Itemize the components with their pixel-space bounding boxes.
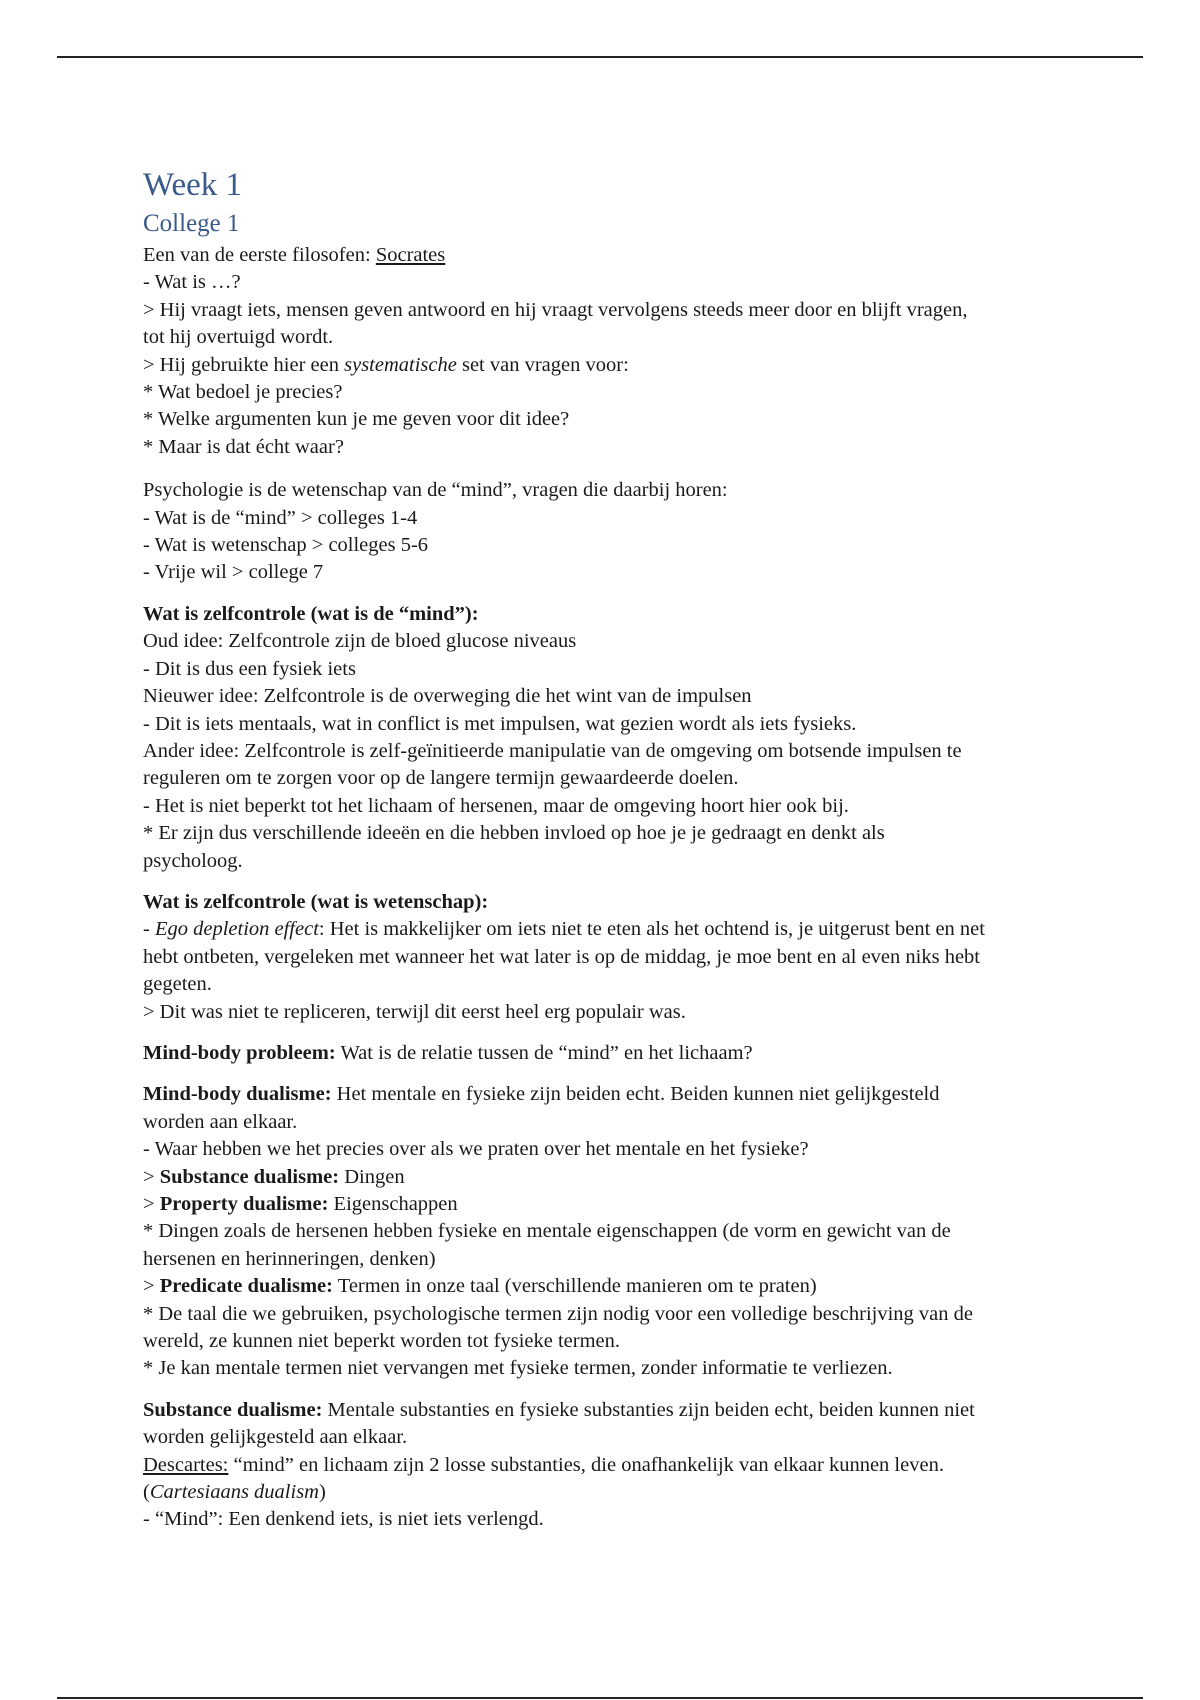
paragraph-line: Descartes: “mind” en lichaam zijn 2 losse substanties, die onafhankelijk van elkaar kunnen leven. bbox=[143, 1453, 944, 1476]
paragraph-line: (Cartesiaans dualism) bbox=[143, 1481, 326, 1504]
paragraph-line: - Vrije wil > college 7 bbox=[143, 561, 324, 584]
paragraph-line: - Dit is dus een fysiek iets bbox=[143, 657, 356, 680]
bold-heading: Wat is zelfcontrole (wat is de “mind”): bbox=[143, 602, 479, 625]
paragraph-line: > Dit was niet te repliceren, terwijl dit eerst heel erg populair was. bbox=[143, 1000, 686, 1023]
paragraph-line: Psychologie is de wetenschap van de “mind”, vragen die daarbij horen: bbox=[143, 479, 728, 502]
bold-heading: Wat is zelfcontrole (wat is wetenschap): bbox=[143, 890, 489, 913]
paragraph-line: * De taal die we gebruiken, psychologische termen zijn nodig voor een volledige beschrijving van de bbox=[143, 1302, 973, 1325]
paragraph-line: - “Mind”: Een denkend iets, is niet iets verlengd. bbox=[143, 1508, 544, 1531]
paragraph-line: Oud idee: Zelfcontrole zijn de bloed glucose niveaus bbox=[143, 630, 577, 653]
paragraph-line: hebt ontbeten, vergeleken met wanneer het wat later is op de middag, je moe bent en al even niks hebt bbox=[143, 945, 980, 968]
bottom-rule bbox=[57, 1697, 1143, 1699]
paragraph-line: worden aan elkaar. bbox=[143, 1110, 298, 1133]
socrates-text: Socrates bbox=[375, 244, 446, 266]
paragraph-line: reguleren om te zorgen voor op de langere termijn gewaardeerde doelen. bbox=[143, 767, 739, 790]
paragraph-line: * Er zijn dus verschillende ideeën en die hebben invloed op hoe je je gedraagt en denkt als bbox=[143, 822, 885, 845]
paragraph-line: hersenen en herinneringen, denken) bbox=[143, 1247, 436, 1270]
paragraph-line: - Het is niet beperkt tot het lichaam of hersenen, maar de omgeving hoort hier ook bij. bbox=[143, 794, 849, 817]
paragraph-line: > Hij gebruikte hier een systematische set van vragen voor: bbox=[143, 353, 629, 376]
paragraph-line: * Welke argumenten kun je me geven voor dit idee? bbox=[143, 408, 570, 431]
paragraph-line: > Substance dualisme: Dingen bbox=[143, 1165, 405, 1188]
paragraph-line: tot hij overtuigd wordt. bbox=[143, 326, 334, 349]
paragraph-line: > Predicate dualisme: Termen in onze taal (verschillende manieren om te praten) bbox=[143, 1275, 817, 1298]
paragraph-line: Mind-body probleem: Wat is de relatie tussen de “mind” en het lichaam? bbox=[143, 1041, 753, 1064]
paragraph-line: * Je kan mentale termen niet vervangen met fysieke termen, zonder informatie te verliezen. bbox=[143, 1357, 893, 1380]
paragraph-line: Nieuwer idee: Zelfcontrole is de overweging die het wint van de impulsen bbox=[143, 685, 752, 708]
paragraph-line: Substance dualisme: Mentale substanties en fysieke substanties zijn beiden echt, beiden kunnen niet bbox=[143, 1398, 975, 1421]
paragraph-line: * Wat bedoel je precies? bbox=[143, 381, 343, 404]
page-heading: Week 1 bbox=[143, 167, 243, 203]
paragraph-line: - Wat is de “mind” > colleges 1-4 bbox=[143, 506, 418, 529]
paragraph-line: - Wat is wetenschap > colleges 5-6 bbox=[143, 534, 429, 557]
paragraph-line: wereld, ze kunnen niet beperkt worden tot fysieke termen. bbox=[143, 1330, 621, 1353]
paragraph-line: worden gelijkgesteld aan elkaar. bbox=[143, 1426, 408, 1449]
descartes-text: Descartes: bbox=[143, 1453, 229, 1476]
paragraph-line: gegeten. bbox=[143, 973, 212, 996]
paragraph-line: > Hij vraagt iets, mensen geven antwoord en hij vraagt vervolgens steeds meer door en blijft vragen, bbox=[143, 298, 968, 321]
section-heading: College 1 bbox=[143, 210, 240, 237]
paragraph-line: - Wat is …? bbox=[143, 271, 241, 294]
top-rule bbox=[57, 56, 1143, 58]
paragraph-line: Mind-body dualisme: Het mentale en fysieke zijn beiden echt. Beiden kunnen niet gelijkgesteld bbox=[143, 1083, 940, 1106]
paragraph-line: > Property dualisme: Eigenschappen bbox=[143, 1193, 458, 1215]
document-body bbox=[143, 164, 1063, 1534]
paragraph-line: psycholoog. bbox=[143, 849, 243, 872]
paragraph-line: * Dingen zoals de hersenen hebben fysieke en mentale eigenschappen (de vorm en gewicht van de bbox=[143, 1220, 951, 1243]
paragraph-line: - Dit is iets mentaals, wat in conflict is met impulsen, wat gezien wordt als iets fysieks. bbox=[143, 712, 857, 735]
paragraph-line: - Ego depletion effect: Het is makkelijker om iets niet te eten als het ochtend is, je uitgerust bent en net bbox=[143, 918, 985, 941]
paragraph-line: - Waar hebben we het precies over als we praten over het mentale en het fysieke? bbox=[143, 1138, 809, 1161]
paragraph-line: Een van de eerste filosofen: Socrates bbox=[143, 244, 446, 266]
paragraph-line: * Maar is dat écht waar? bbox=[143, 435, 344, 458]
paragraph-line: Ander idee: Zelfcontrole is zelf-geïnitieerde manipulatie van de omgeving om botsende impulsen te bbox=[143, 739, 962, 762]
